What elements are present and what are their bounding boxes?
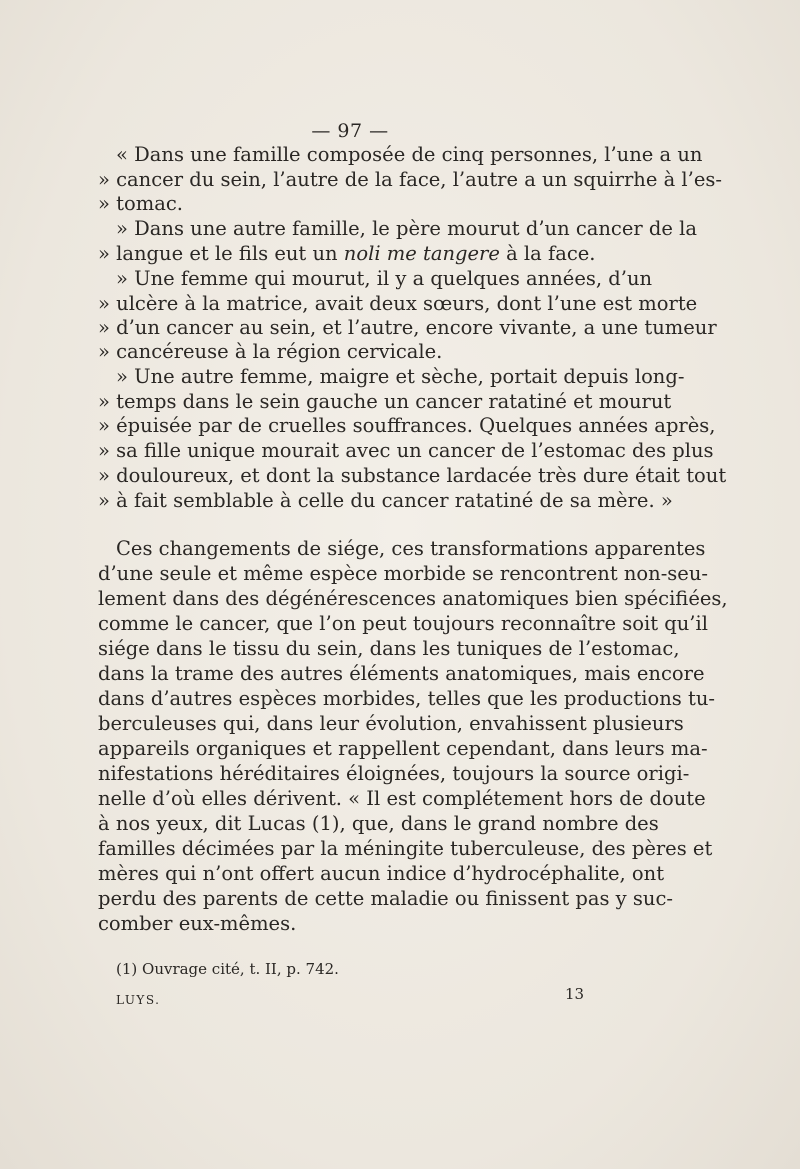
page-number: — 97 — <box>311 120 389 142</box>
text-line: » Une autre femme, maigre et sèche, portait depuis long- <box>116 365 685 388</box>
text-line: » tomac. <box>98 192 183 215</box>
text-line: comber eux-mêmes. <box>98 912 297 935</box>
text-line: » langue et le fils eut un noli me tangere à la face. <box>98 242 596 265</box>
text-line: perdu des parents de cette maladie ou finissent pas y suc- <box>98 887 673 910</box>
text-line: siége dans le tissu du sein, dans les tuniques de l’estomac, <box>98 637 680 660</box>
text-line: » cancéreuse à la région cervicale. <box>98 340 443 363</box>
latin-phrase: noli me tangere <box>343 242 500 265</box>
text-line: dans la trame des autres éléments anatomiques, mais encore <box>98 662 705 685</box>
author-mark: LUYS. <box>116 993 161 1007</box>
text-line: « Dans une famille composée de cinq personnes, l’une a un <box>116 143 703 166</box>
signature-mark: 13 <box>565 985 585 1003</box>
text-line: Ces changements de siége, ces transformations apparentes <box>116 537 706 560</box>
text-line: » temps dans le sein gauche un cancer ratatiné et mourut <box>98 390 672 413</box>
text-line: mères qui n’ont offert aucun indice d’hydrocéphalite, ont <box>98 862 665 885</box>
text-line: appareils organiques et rappellent cependant, dans leurs ma- <box>98 737 708 760</box>
text-line: » sa fille unique mourait avec un cancer de l’estomac des plus <box>98 439 714 462</box>
text-line: à nos yeux, dit Lucas (1), que, dans le grand nombre des <box>98 812 659 835</box>
text-line: » épuisée par de cruelles souffrances. Quelques années après, <box>98 414 716 437</box>
text-line: d’une seule et même espèce morbide se rencontrent non-seu- <box>98 562 708 585</box>
text-line: comme le cancer, que l’on peut toujours reconnaître soit qu’il <box>98 612 708 635</box>
text-line: dans d’autres espèces morbides, telles que les productions tu- <box>98 687 716 710</box>
text-line: nelle d’où elles dérivent. « Il est complétement hors de doute <box>98 787 706 810</box>
text-line: » Une femme qui mourut, il y a quelques années, d’un <box>116 267 653 290</box>
text-line: » ulcère à la matrice, avait deux sœurs, dont l’une est morte <box>98 292 698 315</box>
text-line: lement dans des dégénérescences anatomiques bien spécifiées, <box>98 587 728 610</box>
text-line: » Dans une autre famille, le père mourut d’un cancer de la <box>116 217 698 240</box>
footnote: (1) Ouvrage cité, t. II, p. 742. <box>116 960 339 978</box>
text-line: » d’un cancer au sein, et l’autre, encore vivante, a une tumeur <box>98 316 717 339</box>
text-line: nifestations héréditaires éloignées, toujours la source origi- <box>98 762 690 785</box>
text-line: » cancer du sein, l’autre de la face, l’autre a un squirrhe à l’es- <box>98 168 722 191</box>
text-line: » à fait semblable à celle du cancer ratatiné de sa mère. » <box>98 489 673 512</box>
text-line: » douloureux, et dont la substance lardacée très dure était tout <box>98 464 727 487</box>
text-line: familles décimées par la méningite tuberculeuse, des pères et <box>98 837 713 860</box>
text-line: berculeuses qui, dans leur évolution, envahissent plusieurs <box>98 712 684 735</box>
